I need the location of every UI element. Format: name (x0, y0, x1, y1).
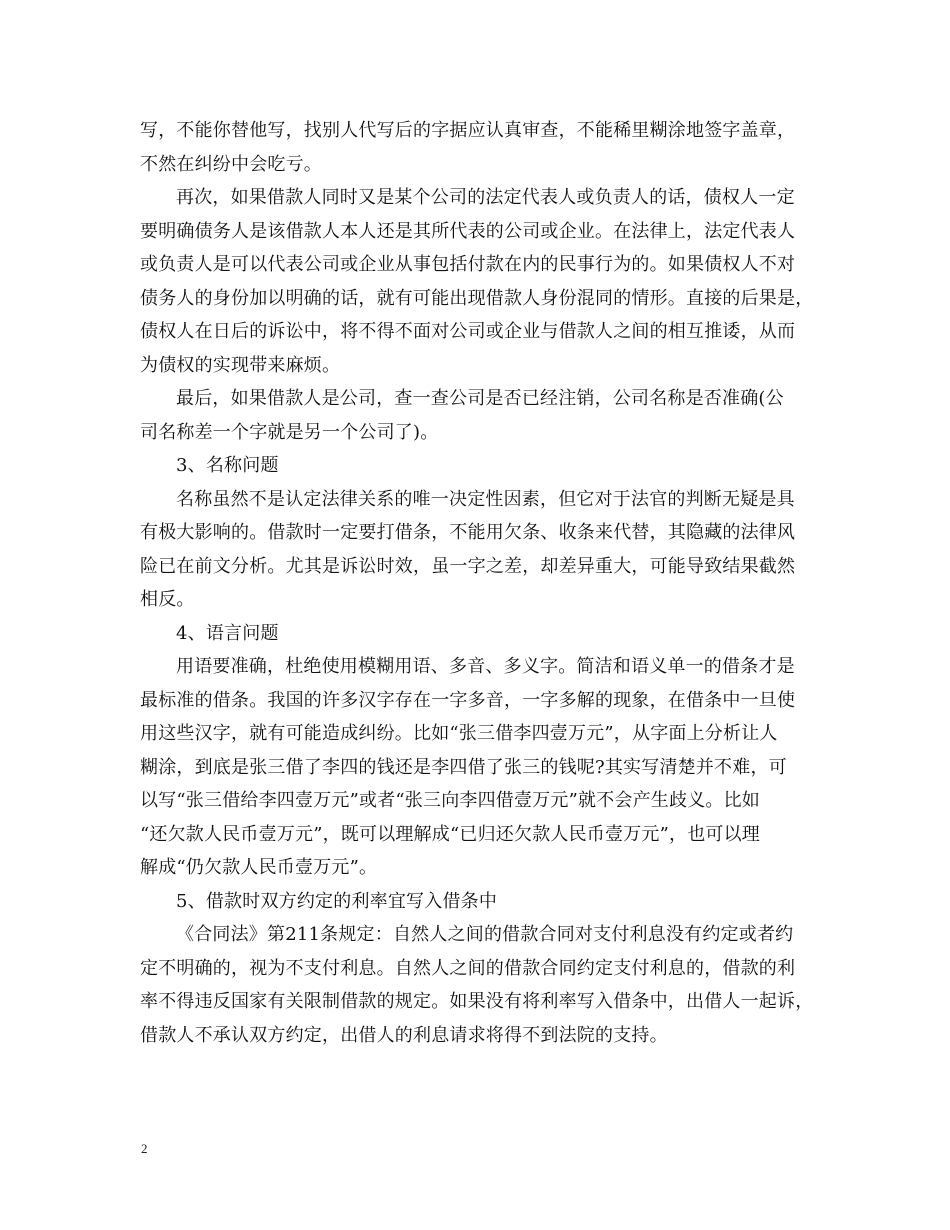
text-line: 写，不能你替他写，找别人代写后的字据应认真审查，不能稀里糊涂地签字盖章， (140, 120, 796, 141)
section-heading: 3、名称问题 (176, 455, 279, 476)
text-line: 定不明确的，视为不支付利息。自然人之间的借款合同约定支付利息的，借款的利 (140, 957, 796, 979)
paragraph-start-line: 《合同法》第211条规定：自然人之间的借款合同对支付利息没有约定或者约 (176, 924, 794, 945)
text-line: 债权人在日后的诉讼中，将不得不面对公司或企业与借款人之间的相互推诿，从而 (140, 321, 796, 342)
text-line: 险已在前文分析。尤其是诉讼时效，虽一字之差，却差异重大，可能导致结果截然 (140, 555, 796, 577)
paragraph-start-line: 名称虽然不是认定法律关系的唯一决定性因素，但它对于法官的判断无疑是具 (176, 488, 795, 510)
text-line: 用这些汉字，就有可能造成纠纷。比如“张三借李四壹万元”，从字面上分析让人 (140, 723, 778, 744)
text-line: 为债权的实现带来麻烦。 (140, 354, 341, 376)
text-line: 以写“张三借给李四壹万元”或者“张三向李四借壹万元”就不会产生歧义。比如 (140, 790, 761, 811)
text-line: 司名称差一个字就是另一个公司了)。 (140, 421, 439, 443)
document-body (140, 114, 820, 1052)
text-line: 有极大影响的。借款时一定要打借条，不能用欠条、收条来代替，其隐藏的法律风 (140, 522, 796, 543)
text-line: 率不得违反国家有关限制借款的规定。如果没有将利率写入借条中，出借人一起诉， (140, 991, 814, 1012)
section-heading: 5、借款时双方约定的利率宜写入借条中 (176, 890, 498, 912)
section-heading: 4、语言问题 (176, 622, 279, 644)
text-line: 债务人的身份加以明确的话，就有可能出现借款人身份混同的情形。直接的后果是， (140, 287, 814, 309)
text-line: 借款人不承认双方约定，出借人的利息请求将得不到法院的支持。 (140, 1024, 668, 1046)
text-line: 相反。 (140, 589, 195, 610)
text-line: 糊涂，到底是张三借了李四的钱还是李四借了张三的钱呢?其实写清楚并不难，可 (140, 756, 787, 778)
text-line: “还欠款人民币壹万元”，既可以理解成“已归还欠款人民币壹万元”，也可以理 (140, 823, 761, 845)
paragraph-start-line: 用语要准确，杜绝使用模糊用语、多音、多义字。简洁和语义单一的借条才是 (176, 656, 795, 677)
paragraph-start-line: 最后，如果借款人是公司，查一查公司是否已经注销，公司名称是否准确(公 (176, 388, 784, 409)
text-line: 最标准的借条。我国的许多汉字存在一字多音，一字多解的现象，在借条中一旦使 (140, 689, 796, 711)
page-number: 2 (141, 1141, 148, 1156)
text-line: 要明确债务人是该借款人本人还是其所代表的公司或企业。在法律上，法定代表人 (140, 220, 796, 242)
text-line: 解成“仍欠款人民币壹万元”。 (140, 857, 378, 878)
text-line: 不然在纠纷中会吃亏。 (140, 153, 322, 175)
text-line: 或负责人是可以代表公司或企业从事包括付款在内的民事行为的。如果债权人不对 (140, 254, 796, 275)
paragraph-start-line: 再次，如果借款人同时又是某个公司的法定代表人或负责人的话，债权人一定 (176, 187, 795, 208)
